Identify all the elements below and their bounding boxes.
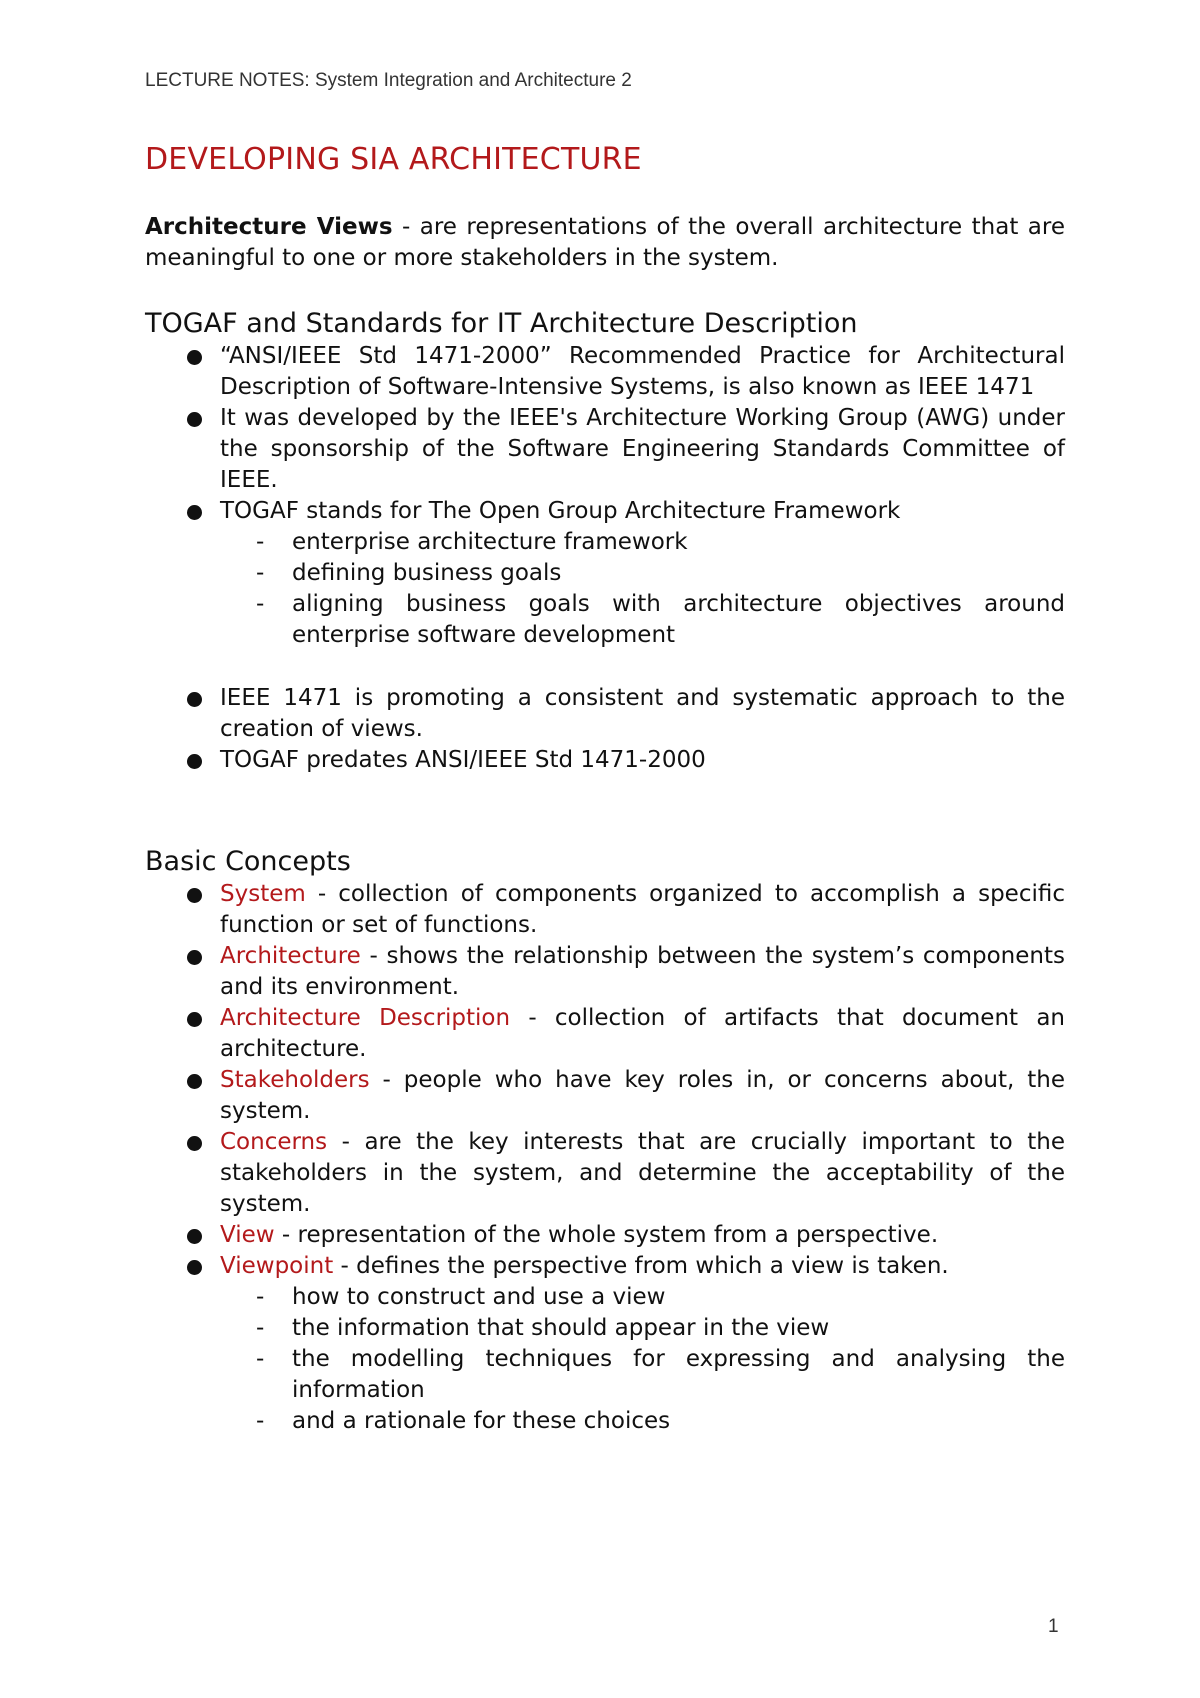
concept-term: View [220, 1222, 275, 1248]
togaf-section-heading: TOGAF and Standards for IT Architecture Description [145, 308, 858, 339]
concept-term: Stakeholders [220, 1067, 370, 1093]
list-item [145, 403, 1065, 496]
dash-marker: - [256, 1346, 265, 1372]
bullet-icon [187, 888, 202, 903]
sub-item-text: the information that should appear in the view [292, 1315, 830, 1341]
concept-item [145, 941, 1065, 1003]
concept-term: Viewpoint [220, 1253, 334, 1279]
concept-definition: - defines the perspective from which a view is taken. [333, 1253, 949, 1279]
concept-term: System [220, 881, 306, 907]
dash-marker: - [256, 529, 265, 555]
sub-item-text: aligning business goals with architecture objectives around enterprise software development [292, 591, 1065, 648]
bullet-icon [187, 950, 202, 965]
sub-item-text: the modelling techniques for expressing and analysing the information [292, 1346, 1065, 1403]
bullet-icon [187, 1260, 202, 1275]
bullet-icon [187, 1012, 202, 1027]
sub-list-item [220, 1282, 1065, 1313]
dash-marker: - [256, 591, 265, 617]
dash-marker: - [256, 1315, 265, 1341]
bullet-text: IEEE 1471 is promoting a consistent and systematic approach to the creation of views. [220, 685, 1065, 742]
concept-definition: - representation of the whole system from a perspective. [274, 1222, 939, 1248]
sub-item-text: defining business goals [292, 560, 562, 586]
sub-list-item [220, 558, 1065, 589]
sub-list-item [220, 589, 1065, 651]
bullet-icon [187, 350, 202, 365]
bullet-text: It was developed by the IEEE's Architecture Working Group (AWG) under the sponsorship of the Software Engineering Standards Committee of IEEE. [220, 405, 1065, 493]
page-header: LECTURE NOTES: System Integration and Architecture 2 [145, 70, 632, 91]
bullet-icon [187, 505, 202, 520]
concept-item [145, 1003, 1065, 1065]
concept-definition: - collection of artifacts that document an architecture. [220, 1005, 1065, 1062]
bullet-text: “ANSI/IEEE Std 1471-2000” Recommended Practice for Architectural Description of Software-Intensive Systems, is also known as IEEE 1471 [220, 343, 1065, 400]
togaf-bullet-list [145, 341, 1065, 776]
concept-definition: - shows the relationship between the system’s components and its environment. [220, 943, 1065, 1000]
bullet-icon [187, 412, 202, 427]
concept-term: Architecture [220, 943, 361, 969]
bullet-icon [187, 1136, 202, 1151]
bullet-icon [187, 1229, 202, 1244]
togaf-sub-list [220, 527, 1065, 651]
bullet-icon [187, 1074, 202, 1089]
sub-list-item [220, 1313, 1065, 1344]
bullet-icon [187, 692, 202, 707]
dash-marker: - [256, 560, 265, 586]
intro-text: - are representations of the overall architecture that are meaningful to one or more stakeholders in the system. [145, 214, 1065, 271]
sub-list-item [220, 1406, 1065, 1437]
concept-term: Architecture Description [220, 1005, 511, 1031]
concept-item [145, 1065, 1065, 1127]
bullet-text: TOGAF stands for The Open Group Architecture Framework [220, 498, 901, 524]
concept-definition: - are the key interests that are crucially important to the stakeholders in the system, and determine the acceptability of the system. [220, 1129, 1065, 1217]
concept-item [145, 1251, 1065, 1437]
concept-definition: - collection of components organized to accomplish a specific function or set of functions. [220, 881, 1065, 938]
page-number: 1 [1048, 1616, 1059, 1637]
intro-paragraph [145, 212, 1065, 274]
sub-item-text: how to construct and use a view [292, 1284, 666, 1310]
document-title: DEVELOPING SIA ARCHITECTURE [145, 142, 642, 177]
dash-marker: - [256, 1284, 265, 1310]
basic-concepts-heading: Basic Concepts [145, 846, 351, 877]
bullet-text: TOGAF predates ANSI/IEEE Std 1471-2000 [220, 747, 706, 773]
viewpoint-sub-list [220, 1282, 1065, 1437]
list-item [145, 745, 1065, 776]
concept-definition: - people who have key roles in, or concerns about, the system. [220, 1067, 1065, 1124]
sub-list-item [220, 527, 1065, 558]
sub-list-item [220, 1344, 1065, 1406]
list-item [145, 683, 1065, 745]
dash-marker: - [256, 1408, 265, 1434]
list-item [145, 496, 1065, 651]
list-item [145, 341, 1065, 403]
basic-concepts-list [145, 879, 1065, 1437]
concept-item [145, 879, 1065, 941]
concept-item [145, 1220, 1065, 1251]
concept-term: Concerns [220, 1129, 328, 1155]
sub-item-text: and a rationale for these choices [292, 1408, 671, 1434]
intro-term: Architecture Views [145, 214, 393, 240]
concept-item [145, 1127, 1065, 1220]
bullet-icon [187, 754, 202, 769]
sub-item-text: enterprise architecture framework [292, 529, 688, 555]
